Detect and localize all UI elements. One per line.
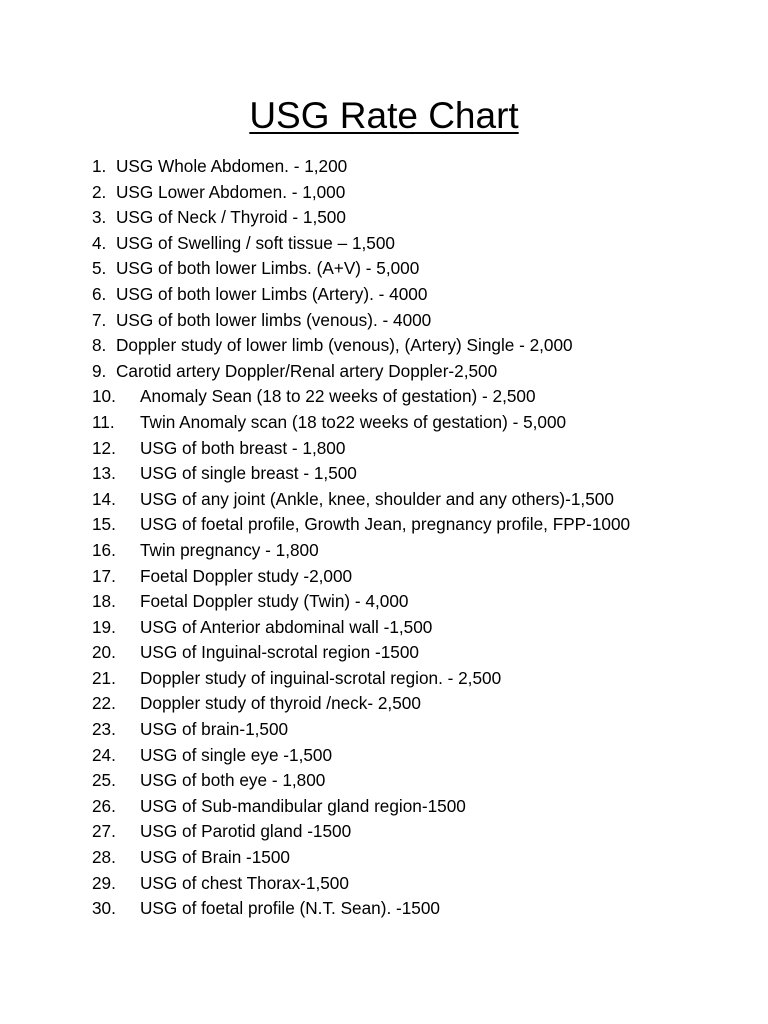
item-number: 11. [92,411,115,432]
item-text: USG of both lower Limbs (Artery). - 4000 [116,283,428,304]
item-text: USG of chest Thorax-1,500 [140,872,349,893]
item-number: 5. [92,258,107,279]
item-text: Foetal Doppler study -2,000 [140,565,353,586]
page-title: USG Rate Chart [249,95,519,136]
item-text: Doppler study of inguinal-scrotal region. - 2,500 [140,667,502,688]
list-item [92,666,752,692]
list-item [92,231,752,257]
list-item [92,640,752,666]
item-text: USG of both breast - 1,800 [140,437,346,458]
item-text: USG of Sub-mandibular gland region-1500 [140,795,466,816]
list-item [92,308,752,334]
item-text: Doppler study of lower limb (venous), (Artery) Single - 2,000 [116,335,573,356]
item-text: USG of single breast - 1,500 [140,463,357,484]
list-item [92,845,752,871]
item-number: 7. [92,309,107,330]
item-text: Carotid artery Doppler/Renal artery Doppler-2,500 [116,360,498,381]
item-number: 27. [92,821,116,842]
list-item [92,359,752,385]
item-number: 6. [92,283,107,304]
item-number: 29. [92,872,116,893]
item-text: USG of Swelling / soft tissue – 1,500 [116,232,395,253]
list-item [92,256,752,282]
item-text: USG of single eye -1,500 [140,744,333,765]
item-number: 24. [92,744,116,765]
list-item [92,461,752,487]
list-item [92,487,752,513]
item-number: 30. [92,898,116,919]
item-number: 13. [92,463,116,484]
list-item [92,871,752,897]
item-number: 4. [92,232,107,253]
list-item [92,743,752,769]
list-item [92,180,752,206]
item-text: Anomaly Sean (18 to 22 weeks of gestation) - 2,500 [140,386,536,407]
item-text: USG of Parotid gland -1500 [140,821,352,842]
item-number: 22. [92,693,116,714]
item-number: 19. [92,616,116,637]
item-text: USG Whole Abdomen. - 1,200 [116,156,348,176]
item-number: 20. [92,642,116,663]
item-text: Twin Anomaly scan (18 to22 weeks of gestation) - 5,000 [140,411,567,432]
item-number: 21. [92,667,116,688]
rate-list [92,154,752,922]
item-text: Foetal Doppler study (Twin) - 4,000 [140,591,409,612]
list-item [92,436,752,462]
item-number: 25. [92,770,116,791]
item-number: 8. [92,335,107,356]
list-item [92,794,752,820]
item-number: 16. [92,539,116,560]
item-number: 12. [92,437,116,458]
item-text: USG of Inguinal-scrotal region -1500 [140,642,419,663]
list-item [92,282,752,308]
list-item [92,819,752,845]
list-item [92,512,752,538]
item-text: USG of foetal profile, Growth Jean, pregnancy profile, FPP-1000 [140,514,631,535]
item-number: 1. [92,156,107,176]
item-number: 3. [92,207,107,228]
list-item [92,768,752,794]
item-text: USG of Brain -1500 [140,847,290,868]
item-text: USG of Anterior abdominal wall -1,500 [140,616,433,637]
item-number: 26. [92,795,116,816]
item-number: 14. [92,488,116,509]
item-number: 17. [92,565,116,586]
item-text: Twin pregnancy - 1,800 [140,539,319,560]
item-number: 10. [92,386,116,407]
list-item [92,205,752,231]
item-text: USG of both eye - 1,800 [140,770,326,791]
item-text: USG of foetal profile (N.T. Sean). -1500 [140,898,440,919]
item-number: 15. [92,514,116,535]
item-text: USG of any joint (Ankle, knee, shoulder and any others)-1,500 [140,488,614,509]
item-text: USG Lower Abdomen. - 1,000 [116,181,346,202]
item-text: USG of both lower Limbs. (A+V) - 5,000 [116,258,420,279]
item-number: 2. [92,181,107,202]
list-item [92,333,752,359]
list-item [92,154,752,180]
item-text: USG of Neck / Thyroid - 1,500 [116,207,346,228]
list-item [92,691,752,717]
item-number: 23. [92,719,116,740]
item-text: Doppler study of thyroid /neck- 2,500 [140,693,421,714]
item-text: USG of brain-1,500 [140,719,289,740]
list-item [92,589,752,615]
list-item [92,615,752,641]
item-number: 18. [92,591,116,612]
list-item [92,896,752,922]
item-text: USG of both lower limbs (venous). - 4000 [116,309,432,330]
list-item [92,717,752,743]
list-item [92,384,752,410]
item-number: 9. [92,360,107,381]
list-item [92,410,752,436]
list-item [92,538,752,564]
list-item [92,564,752,590]
item-number: 28. [92,847,116,868]
